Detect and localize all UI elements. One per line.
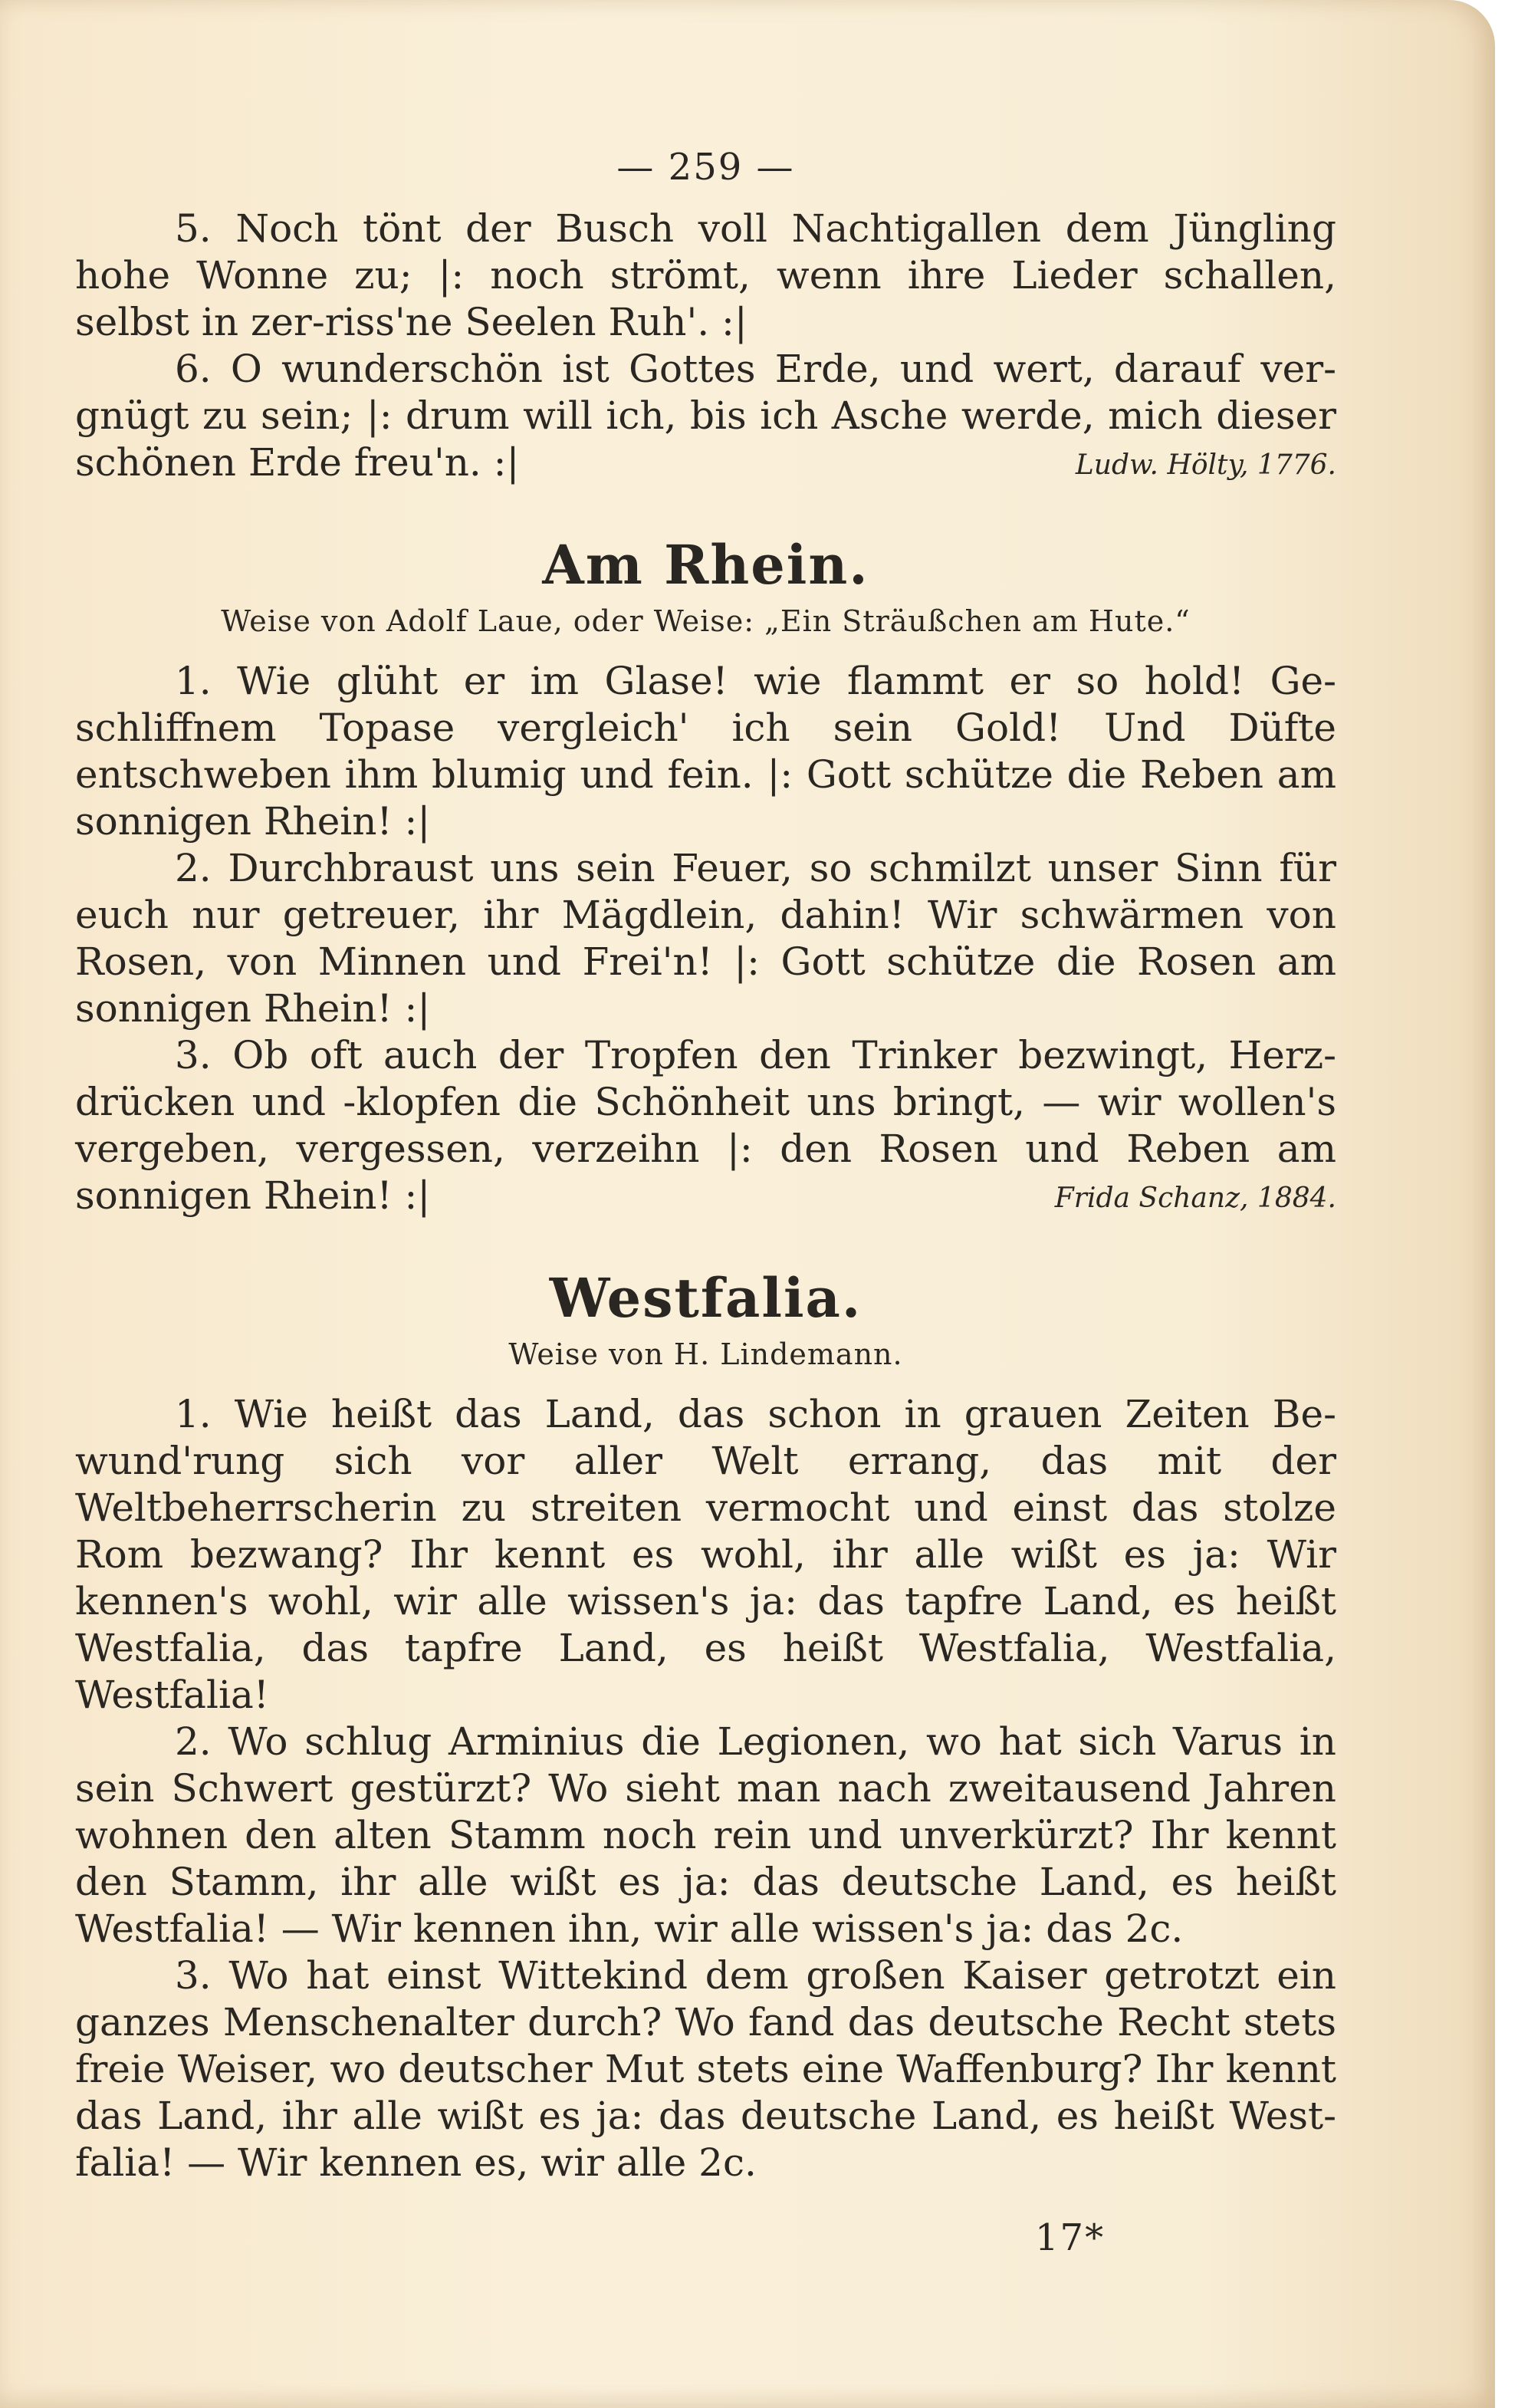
- author-schanz: Frida Schanz, 1884.: [1054, 1183, 1336, 1214]
- signature-mark: 17*: [1035, 2216, 1106, 2259]
- verse-westfalia-1: 1. Wie heißt das Land, das schon in grauen Zeiten Be-wund'rung sich vor aller Welt errang, das mit der Weltbeherrscherin zu streiten vermocht und einst das stolze Rom bezwang? Ihr kennt es wohl, ihr alle wißt es ja: Wir kennen's wohl, wir alle wissen's ja: das tapfre Land, es heißt Westfalia, das tapfre Land, es heißt Westfalia, Westfalia, Westfalia!: [75, 1392, 1336, 1717]
- verse-westfalia-2: 2. Wo schlug Arminius die Legionen, wo hat sich Varus in sein Schwert gestürzt? Wo sieht man nach zweitausend Jahren wohnen den alten Stamm noch rein und unverkürzt? Ihr kennt den Stamm, ihr alle wißt es ja: das deutsche Land, es heißt Westfalia! — Wir kennen ihn, wir alle wissen's ja: das 2c.: [75, 1719, 1336, 1951]
- verse-rhein-2: 2. Durchbraust uns sein Feuer, so schmilzt unser Sinn für euch nur getreuer, ihr Mägdlein, dahin! Wir schwärmen von Rosen, von Minnen und Frei'n! |: Gott schütze die Rosen am sonnigen Rhein! :|: [75, 846, 1336, 1031]
- page-text: [75, 130, 1336, 2186]
- author-hoelty: Ludw. Hölty, 1776.: [1075, 449, 1336, 481]
- verse-6: 6. O wunderschön ist Gottes Erde, und wert, darauf ver-gnügt zu sein; |: drum will ich, bis ich Asche werde, mich dieser schönen Erde freu'n. :|: [75, 347, 1336, 485]
- verse-5: 5. Noch tönt der Busch voll Nachtigallen dem Jüngling hohe Wonne zu; |: noch strömt, wenn ihre Lieder schallen, selbst in zer-riss'ne Seelen Ruh'. :|: [75, 206, 1336, 344]
- verse-rhein-1: 1. Wie glüht er im Glase! wie flammt er so hold! Ge-schliffnem Topase vergleich' ich sein Gold! Und Düfte entschweben ihm blumig und fein. |: Gott schütze die Reben am sonnigen Rhein! :|: [75, 659, 1336, 844]
- melody-am-rhein: Weise von Adolf Laue, oder Weise: „Ein Sträußchen am Hute.“: [221, 604, 1191, 638]
- verse-westfalia-3: 3. Wo hat einst Wittekind dem großen Kaiser getrotzt ein ganzes Menschenalter durch? Wo fand das deutsche Recht stets freie Weiser, wo deutscher Mut stets eine Waffenburg? Ihr kennt das Land, ihr alle wißt es ja: das deutsche Land, es heißt West-falia! — Wir kennen es, wir alle 2c.: [75, 1953, 1336, 2185]
- verse-rhein-3: 3. Ob oft auch der Tropfen den Trinker bezwingt, Herz-drücken und -klopfen die Schönheit uns bringt, — wir wollen's vergeben, vergessen, verzeihn |: den Rosen und Reben am sonnigen Rhein! :|: [75, 1033, 1336, 1218]
- song-title-westfalia: Westfalia.: [549, 1266, 863, 1330]
- melody-westfalia: Weise von H. Lindemann.: [508, 1337, 903, 1371]
- song-title-am-rhein: Am Rhein.: [542, 533, 869, 597]
- page-number: — 259 —: [616, 146, 795, 189]
